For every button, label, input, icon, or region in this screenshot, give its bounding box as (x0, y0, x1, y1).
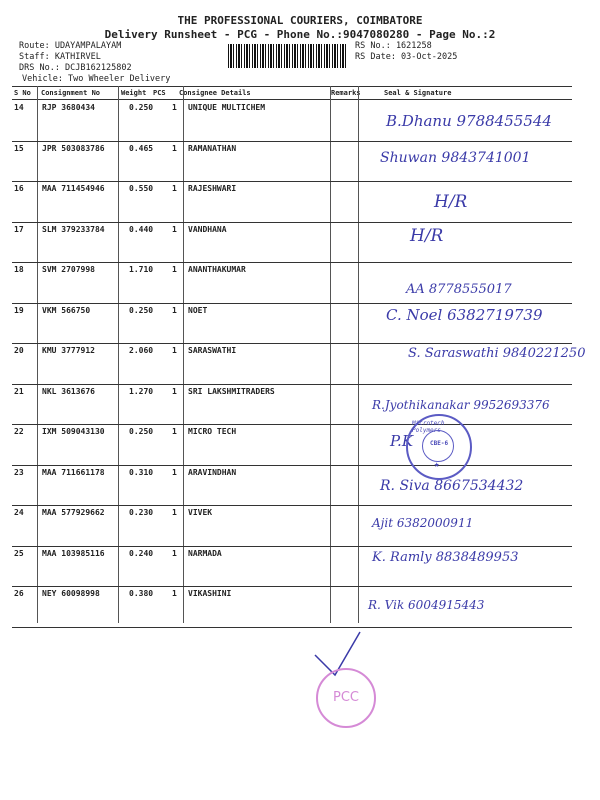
company-seal-text: Microtech Polymers (412, 420, 445, 434)
row-consignment: MAA 711661178 (42, 467, 105, 477)
row-weight: 0.230 (129, 508, 154, 517)
row-consignee: NOET (188, 305, 208, 315)
row-consignee: NARMADA (188, 548, 222, 558)
signature-25: K. Ramly 8838489953 (372, 550, 519, 565)
row-sno: 21 (14, 386, 24, 396)
row-consignee: RAMANATHAN (188, 143, 237, 153)
col-consignee: Consignee Details (179, 89, 251, 97)
row-pcs: 1 (172, 427, 177, 436)
row-sno: 25 (14, 548, 24, 558)
rs-number: RS No.: 1621258 (355, 41, 432, 51)
row-consignment: MAA 103985116 (42, 548, 105, 558)
row-consignee: UNIQUE MULTICHEM (188, 103, 266, 112)
row-pcs: 1 (172, 589, 177, 598)
signature-16: H/R (434, 192, 468, 212)
row-consignee: VANDHANA (188, 224, 227, 234)
vehicle-label: Vehicle: Two Wheeler Delivery (22, 74, 171, 84)
row-weight: 0.250 (129, 427, 154, 436)
row-border (12, 384, 572, 385)
row-consignee: ANANTHAKUMAR (188, 265, 246, 274)
row-sno: 23 (14, 467, 24, 477)
row-border (12, 505, 572, 506)
rs-date: RS Date: 03-Oct-2025 (355, 52, 458, 62)
row-consignee: SRI LAKSHMITRADERS (188, 386, 275, 396)
row-sno: 24 (14, 508, 24, 517)
col-divider (37, 86, 38, 623)
signature-26: R. Vik 6004915443 (368, 598, 485, 612)
company-seal-mid-text: CBE-6 (430, 440, 449, 447)
row-consignee: MICRO TECH (188, 427, 237, 436)
row-weight: 1.270 (129, 386, 154, 396)
signature-17: H/R (410, 226, 444, 246)
row-weight: 0.550 (129, 184, 154, 193)
signature-22: P.K (390, 432, 414, 450)
signature-15: Shuwan 9843741001 (380, 150, 531, 166)
row-consignment: JPR 503083786 (42, 143, 105, 153)
row-sno: 14 (14, 103, 24, 112)
drs-label: DRS No.: DCJB162125802 (19, 63, 132, 73)
row-consignee: ARAVINDHAN (188, 467, 237, 477)
row-weight: 1.710 (129, 265, 154, 274)
col-divider (330, 86, 331, 623)
row-consignment: NEY 60098998 (42, 589, 100, 598)
row-consignment: KMU 3777912 (42, 346, 95, 355)
col-consignment: Consignment No (41, 89, 101, 97)
row-pcs: 1 (172, 305, 177, 315)
pcc-stamp: PCC (316, 668, 376, 728)
row-border (12, 465, 572, 466)
row-consignee: VIVEK (188, 508, 213, 517)
row-pcs: 1 (172, 143, 177, 153)
row-sno: 20 (14, 346, 24, 355)
row-border (12, 424, 572, 425)
row-sno: 22 (14, 427, 24, 436)
row-pcs: 1 (172, 103, 177, 112)
row-sno: 17 (14, 224, 24, 234)
row-weight: 0.310 (129, 467, 154, 477)
signature-14: B.Dhanu 9788455544 (386, 112, 552, 130)
staff-label: Staff: KATHIRVEL (19, 52, 101, 62)
row-sno: 19 (14, 305, 24, 315)
signature-24: Ajit 6382000911 (372, 516, 474, 530)
row-border (12, 303, 572, 304)
row-sno: 18 (14, 265, 24, 274)
col-divider (183, 86, 184, 623)
row-consignment: SVM 2707998 (42, 265, 95, 274)
col-remarks: Remarks (331, 89, 361, 97)
row-consignment: RJP 3680434 (42, 103, 95, 112)
row-weight: 0.440 (129, 224, 154, 234)
row-border (12, 222, 572, 223)
row-pcs: 1 (172, 224, 177, 234)
table-top-border (12, 86, 572, 87)
row-pcs: 1 (172, 386, 177, 396)
row-sno: 26 (14, 589, 24, 598)
signature-19: C. Noel 6382719739 (386, 306, 543, 324)
company-seal-star: ★ (434, 460, 440, 470)
col-divider (118, 86, 119, 623)
row-border (12, 141, 572, 142)
row-consignment: MAA 577929662 (42, 508, 105, 517)
row-consignment: SLM 379233784 (42, 224, 105, 234)
row-sno: 16 (14, 184, 24, 193)
signature-23: R. Siva 8667534432 (380, 478, 524, 494)
col-divider (358, 86, 359, 623)
row-consignment: MAA 711454946 (42, 184, 105, 193)
signature-21: R.Jyothikanakar 9952693376 (372, 398, 550, 412)
signature-18: AA 8778555017 (406, 282, 512, 297)
row-weight: 0.250 (129, 305, 154, 315)
row-pcs: 1 (172, 346, 177, 355)
signature-20: S. Saraswathi 9840221250 (408, 346, 586, 361)
row-weight: 0.250 (129, 103, 154, 112)
row-border (12, 546, 572, 547)
row-border (12, 181, 572, 182)
row-border (12, 262, 572, 263)
row-consignment: VKM 566750 (42, 305, 91, 315)
row-pcs: 1 (172, 467, 177, 477)
row-sno: 15 (14, 143, 24, 153)
row-weight: 2.060 (129, 346, 154, 355)
row-pcs: 1 (172, 265, 177, 274)
row-weight: 0.240 (129, 548, 154, 558)
row-border (12, 343, 572, 344)
row-weight: 0.380 (129, 589, 154, 598)
row-border (12, 586, 572, 587)
col-weight: Weight (121, 89, 147, 97)
row-weight: 0.465 (129, 143, 154, 153)
table-header-border (12, 99, 572, 100)
company-seal-stamp (406, 414, 472, 480)
row-border (12, 627, 572, 628)
company-title: THE PROFESSIONAL COURIERS, COIMBATORE (177, 14, 423, 27)
col-pcs: PCS (153, 89, 166, 97)
row-pcs: 1 (172, 508, 177, 517)
col-seal: Seal & Signature (384, 89, 452, 97)
runsheet-subtitle: Delivery Runsheet - PCG - Phone No.:9047080280 - Page No.:2 (104, 28, 496, 41)
row-pcs: 1 (172, 548, 177, 558)
row-consignee: VIKASHINI (188, 589, 232, 598)
row-consignee: SARASWATHI (188, 346, 237, 355)
barcode (228, 44, 348, 68)
col-sno: S No (14, 89, 31, 97)
row-consignment: IXM 509043130 (42, 427, 105, 436)
row-pcs: 1 (172, 184, 177, 193)
route-label: Route: UDAYAMPALAYAM (19, 41, 122, 51)
row-consignment: NKL 3613676 (42, 386, 95, 396)
row-consignee: RAJESHWARI (188, 184, 237, 193)
